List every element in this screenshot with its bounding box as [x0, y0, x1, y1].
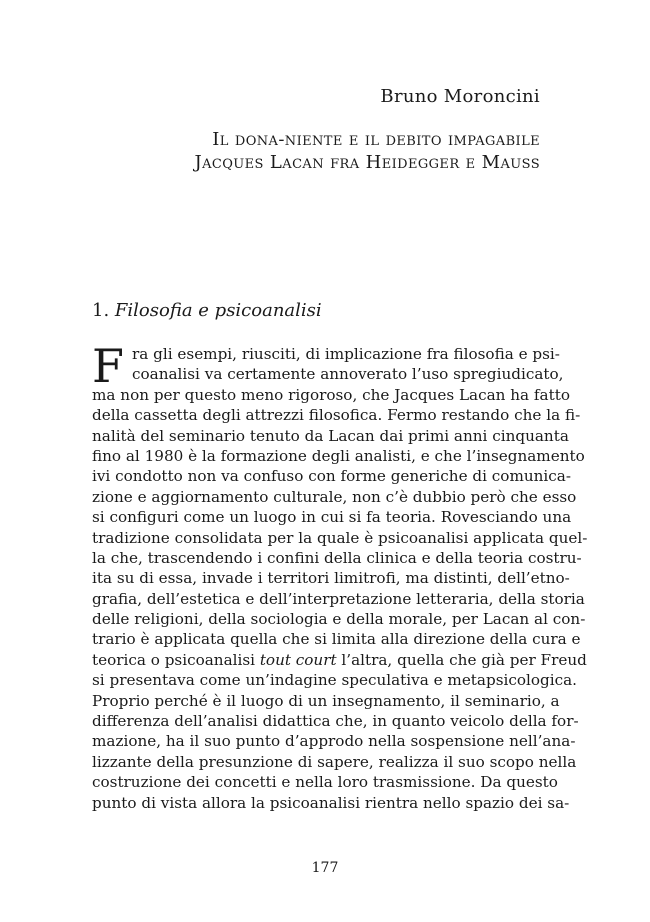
page-number: 177 — [311, 860, 339, 876]
text-line: ma non per questo meno rigoroso, che Jacques Lacan ha fatto — [92, 385, 570, 404]
text-line: zione e aggiornamento culturale, non c’è dubbio però che esso — [92, 487, 577, 506]
text-line: tradizione consolidata per la quale è psicoanalisi applicata quel- — [92, 528, 588, 547]
text-line-end: l’altra, quella che già per Freud — [336, 650, 587, 669]
section-heading — [92, 300, 322, 321]
text-line: si presentava come un’indagine speculativa e metapsicologica. — [92, 671, 577, 690]
text-line: della cassetta degli attrezzi filosofica. Fermo restando che la fi- — [92, 406, 581, 425]
section-number: 1. — [92, 300, 110, 321]
text-line: trario è applicata quella che si limita alla direzione della cura e — [92, 630, 581, 649]
text-line: coanalisi va certamente annoverato l’uso spregiudicato, — [132, 365, 564, 384]
italic-phrase: tout court — [259, 650, 337, 669]
text-line: ita su di essa, invade i territori limitrofi, ma distinti, dell’etno- — [92, 569, 570, 588]
text-line: la che, trascendendo i confini della clinica e della teoria costru- — [92, 548, 582, 567]
text-line: ra gli esempi, riusciti, di implicazione fra filosofia e psi- — [132, 345, 560, 363]
author-name: Bruno Moroncini — [380, 86, 540, 107]
text-line: si configuri come un luogo in cui si fa teoria. Rovesciando una — [92, 508, 572, 527]
text-line: lizzante della presunzione di sapere, realizza il suo scopo nella — [92, 752, 577, 771]
text-line: differenza dell’analisi didattica che, in quanto veicolo della for- — [92, 712, 579, 731]
text-line-start: teorica o psicoanalisi — [92, 650, 260, 669]
text-line: mazione, ha il suo punto d’approdo nella sospensione nell’ana- — [92, 732, 576, 751]
text-line: delle religioni, della sociologia e della morale, per Lacan al con- — [92, 610, 586, 629]
text-line: fino al 1980 è la formazione degli analisti, e che l’insegnamento — [92, 446, 585, 465]
text-line: punto di vista allora la psicoanalisi rientra nello spazio dei sa- — [92, 793, 570, 812]
text-line — [92, 650, 587, 670]
text-line: Proprio perché è il luogo di un insegnamento, il seminario, a — [92, 691, 560, 710]
body-paragraph — [92, 339, 588, 813]
text-line: ivi condotto non va confuso con forme generiche di comunica- — [92, 467, 571, 486]
text-line: grafia, dell’estetica e dell’interpretazione letteraria, della storia — [92, 589, 585, 608]
drop-cap-letter: F — [92, 339, 124, 393]
chapter-title-line-1: Il dona-niente e il debito impagabile — [212, 129, 540, 150]
chapter-title-line-2: Jacques Lacan fra Heidegger e Mauss — [194, 152, 540, 173]
text-line: costruzione dei concetti e nella loro trasmissione. Da questo — [92, 773, 558, 792]
text-line: nalità del seminario tenuto da Lacan dai primi anni cinquanta — [92, 426, 569, 445]
section-title: Filosofia e psicoanalisi — [114, 300, 322, 321]
